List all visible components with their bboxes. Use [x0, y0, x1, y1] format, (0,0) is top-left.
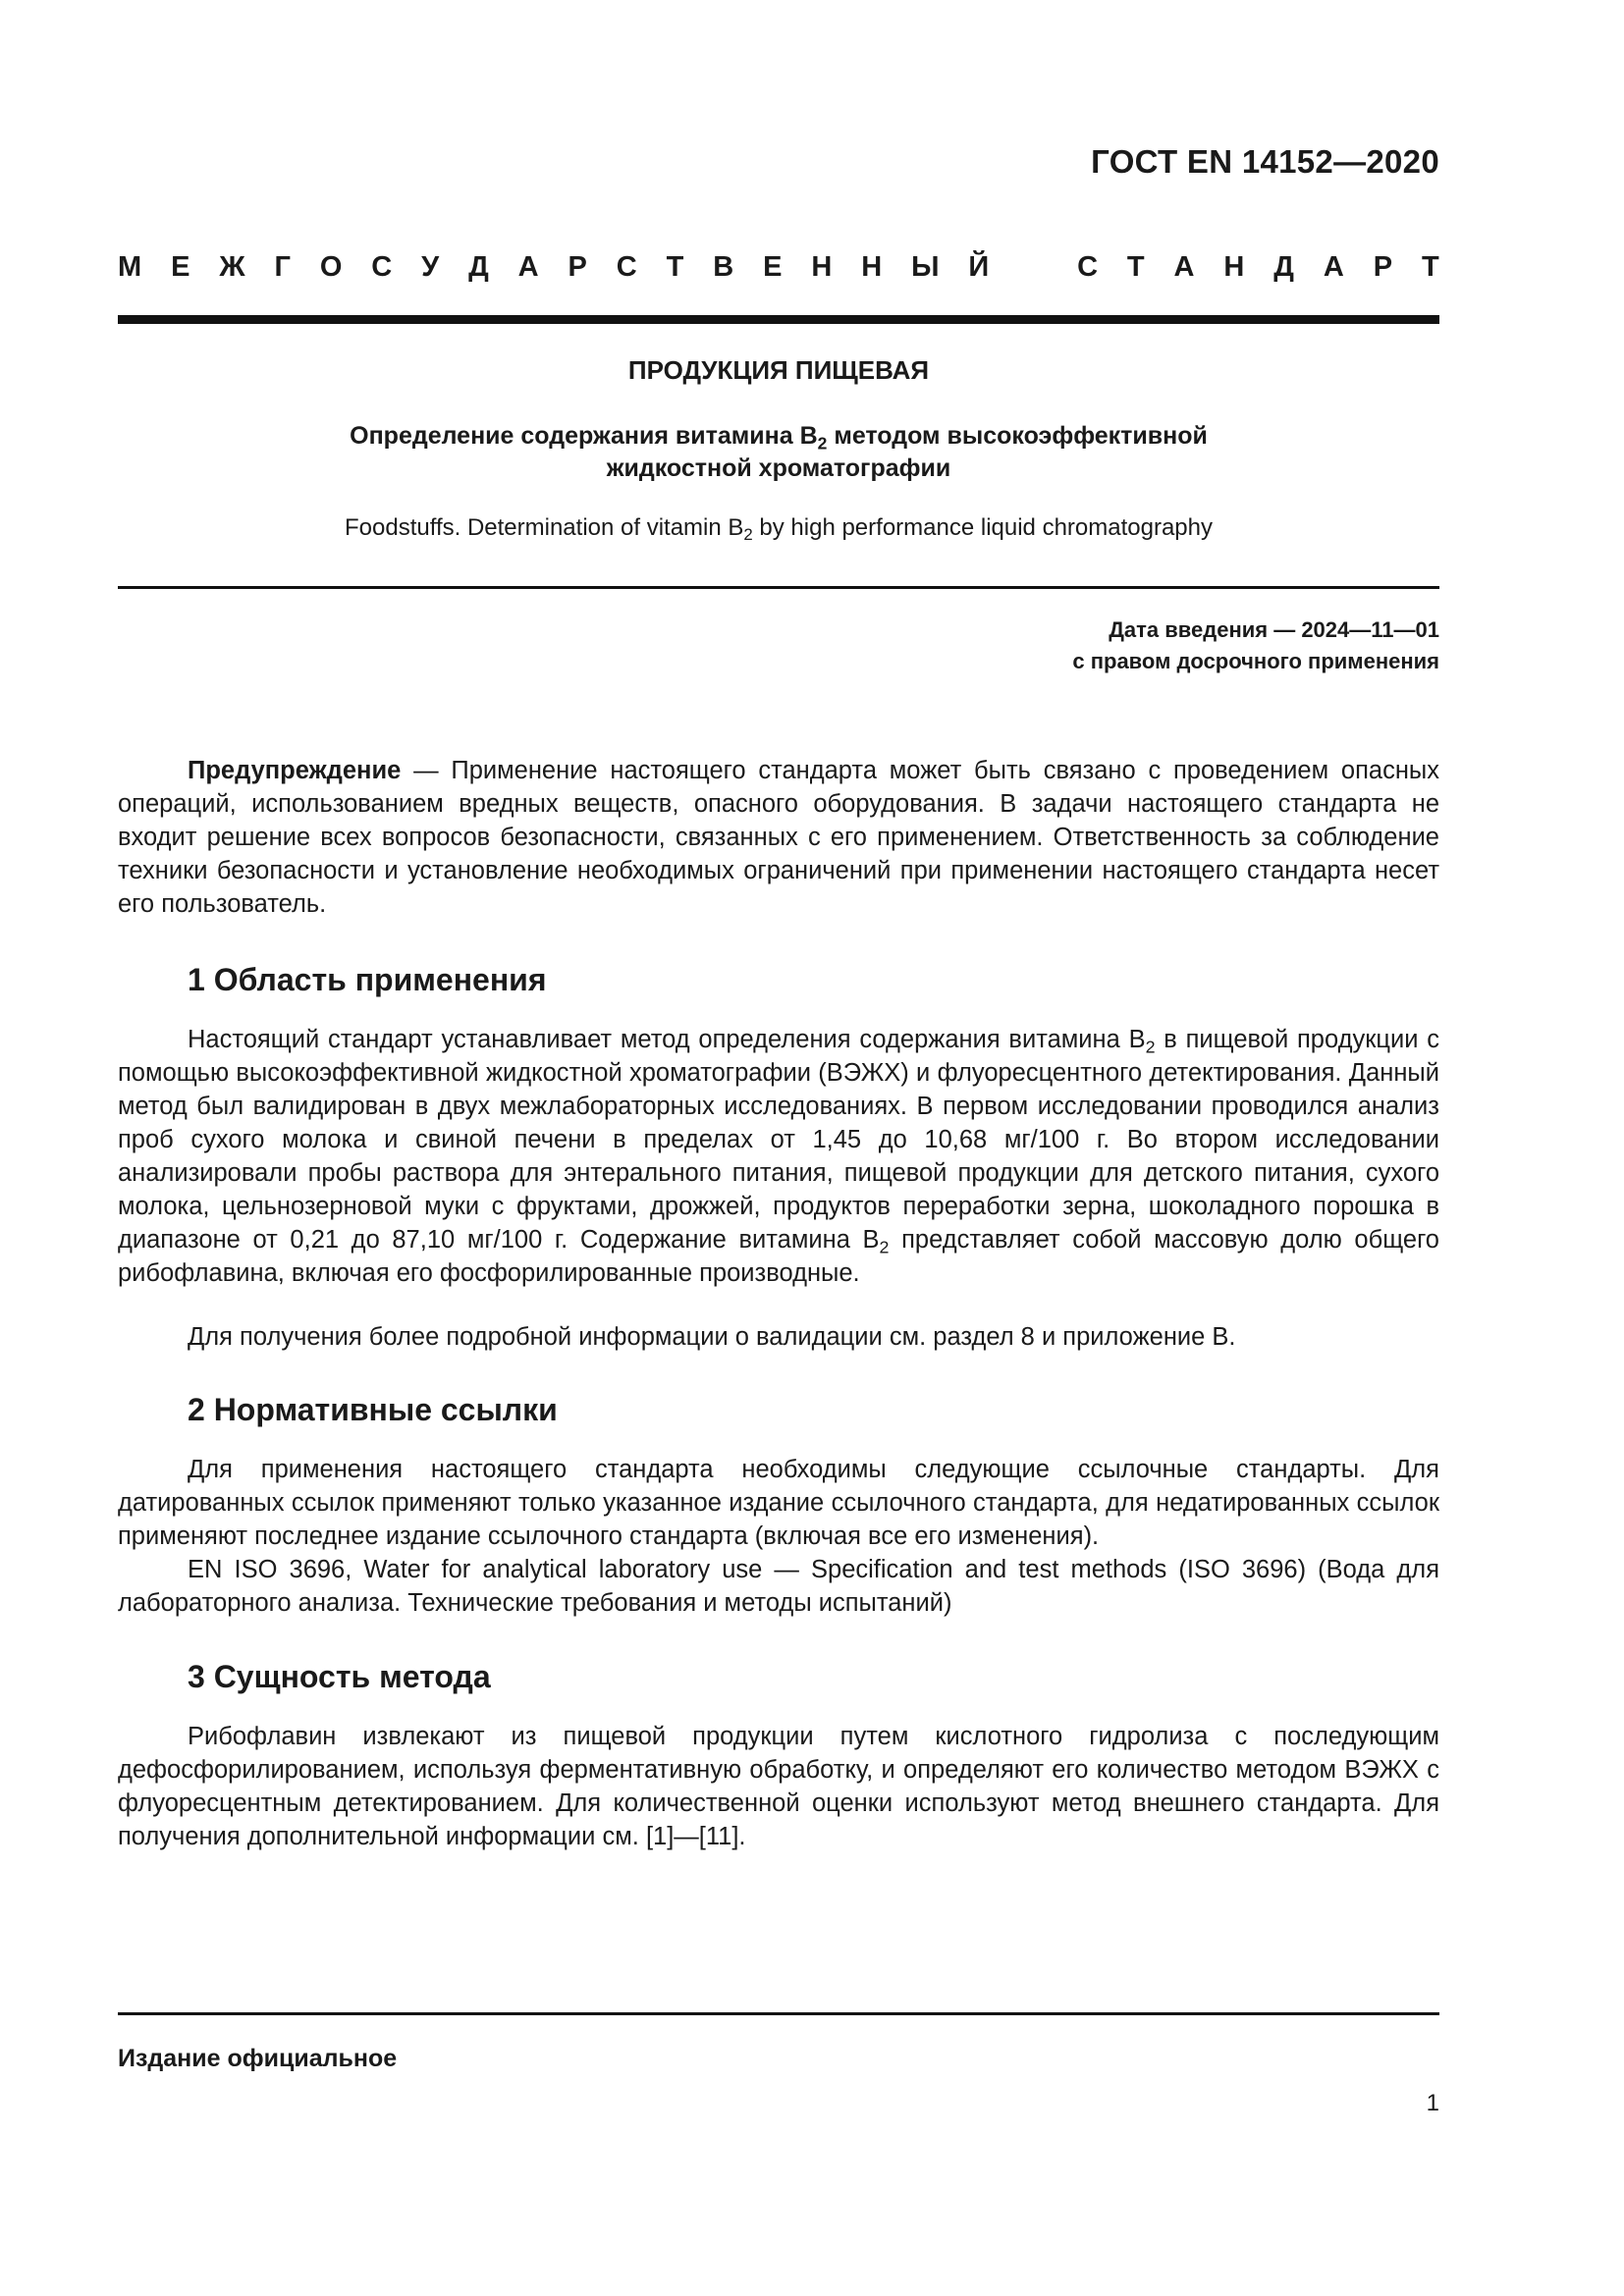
banner-letter: У	[421, 251, 440, 283]
title-divider	[118, 586, 1439, 589]
section-2-heading: 2 Нормативные ссылки	[188, 1392, 558, 1427]
banner-letter: А	[1323, 251, 1344, 283]
subtitle-text: Определение содержания витамина B	[350, 422, 818, 450]
section-1-paragraph-2: Для получения более подробной информации о валидации см. раздел 8 и приложение B.	[188, 1323, 1236, 1351]
banner-letter: Р	[568, 251, 587, 283]
banner-letter: Г	[274, 251, 291, 283]
banner-letter: Т	[1126, 251, 1145, 283]
section-2-paragraph-1: Для применения настоящего стандарта необходимы следующие ссылочные стандарты. Для датированных ссылок применяют только указанное издание ссылочного стандарта, для недатированных ссылок применяют последнее издание ссылочного стандарта (включая все его изменения).	[118, 1456, 1439, 1550]
english-title	[118, 514, 1439, 545]
subscript: 2	[817, 433, 828, 454]
subscript: 2	[1145, 1037, 1156, 1057]
introduction-date-line: Дата введения — 2024—11—01	[1109, 617, 1439, 642]
banner-letter: Д	[1273, 251, 1294, 283]
section-3-paragraph-1: Рибофлавин извлекают из пищевой продукции путем кислотного гидролиза с последующим дефосфорилированием, используя ферментативную обработку, и определяют его количество методом ВЭЖХ с флуоресцентным детектированием. Для количественной оценки используют метод внешнего стандарта. Для получения дополнительной информации см. [1]—[11].	[118, 1723, 1439, 1850]
banner-letter: А	[1173, 251, 1195, 283]
banner-letter: Е	[763, 251, 783, 283]
page-number: 1	[1426, 2090, 1439, 2116]
english-title-text: by high performance liquid chromatography	[752, 514, 1213, 541]
official-edition-label: Издание официальное	[118, 2045, 398, 2072]
banner-letter: Д	[468, 251, 489, 283]
banner-letter: Р	[1373, 251, 1393, 283]
interstate-standard-banner	[118, 251, 1439, 284]
banner-letter: А	[517, 251, 539, 283]
paragraph-text: в пищевой продукции с помощью высокоэффективной жидкостной хроматографии (ВЭЖХ) и флуоресцентного детектирования. Данный метод был валидирован в двух межлабораторных исследованиях. В первом исследовании проводился анализ проб сухого молока и свиной печени в пределах от 1,45 до 10,68 мг/100 г. Во втором исследовании анализировали пробы раствора для энтерального питания, пищевой продукции для детского питания, сухого молока, цельнозерновой муки с фруктами, дрожжей, продуктов переработки зерна, шоколадного порошка в диапазоне от 0,21 до 87,10 мг/100 г. Содержание витамина B	[118, 1026, 1439, 1254]
banner-letter: Т	[666, 251, 684, 283]
banner-letter: Т	[1421, 251, 1439, 283]
early-application-line: с правом досрочного применения	[1072, 649, 1439, 673]
document-page	[118, 0, 1439, 2296]
header-divider-thick	[118, 315, 1439, 324]
document-title: ПРОДУКЦИЯ ПИЩЕВАЯ	[627, 355, 930, 385]
warning-text: — Применение настоящего стандарта может быть связано с проведением опасных операций, использованием вредных веществ, опасного оборудования. В задачи настоящего стандарта не входит решение всех вопросов безопасности, связанных с его применением. Ответственность за соблюдение техники безопасности и установление необходимых ограничений при применении настоящего стандарта несет его пользователь.	[118, 757, 1439, 918]
paragraph-text: Настоящий стандарт устанавливает метод определения содержания витамина B	[188, 1026, 1146, 1053]
section-2-paragraph-2: EN ISO 3696, Water for analytical laboratory use — Specification and test methods (ISO 3696) (Вода для лабораторного анализа. Технические требования и методы испытаний)	[118, 1556, 1439, 1617]
english-title-text: Foodstuffs. Determination of vitamin B	[344, 514, 744, 541]
document-subtitle	[118, 420, 1439, 485]
warning-label: Предупреждение	[188, 757, 402, 784]
banner-letter: Н	[861, 251, 883, 283]
introduction-date	[1072, 614, 1439, 677]
banner-letter: С	[371, 251, 393, 283]
banner-letter: Ж	[219, 251, 245, 283]
footer-divider	[118, 2012, 1439, 2015]
paragraph-text: представляет собой массовую долю общего рибофлавина, включая его фосфорилированные производные.	[118, 1226, 1439, 1287]
banner-letter: Е	[171, 251, 190, 283]
section-1-heading: 1 Область применения	[188, 962, 547, 997]
subscript: 2	[879, 1237, 890, 1257]
banner-letter: В	[713, 251, 734, 283]
banner-letter: Й	[968, 251, 990, 283]
subtitle-text: методом высокоэффективной	[827, 422, 1208, 450]
subscript: 2	[743, 525, 753, 545]
banner-gap	[1018, 251, 1048, 284]
subtitle-text: жидкостной хроматографии	[606, 454, 951, 482]
gost-code: ГОСТ EN 14152—2020	[1091, 143, 1439, 180]
banner-letter: Ы	[911, 251, 940, 283]
banner-letter: Н	[811, 251, 833, 283]
banner-letter: С	[616, 251, 637, 283]
banner-letter: М	[118, 251, 142, 283]
banner-letter: Н	[1223, 251, 1245, 283]
banner-letter: О	[319, 251, 343, 283]
banner-letter: С	[1077, 251, 1099, 283]
section-1-paragraph-1	[118, 1023, 1439, 1290]
warning-paragraph	[118, 754, 1439, 921]
section-3-heading: 3 Сущность метода	[188, 1659, 491, 1694]
